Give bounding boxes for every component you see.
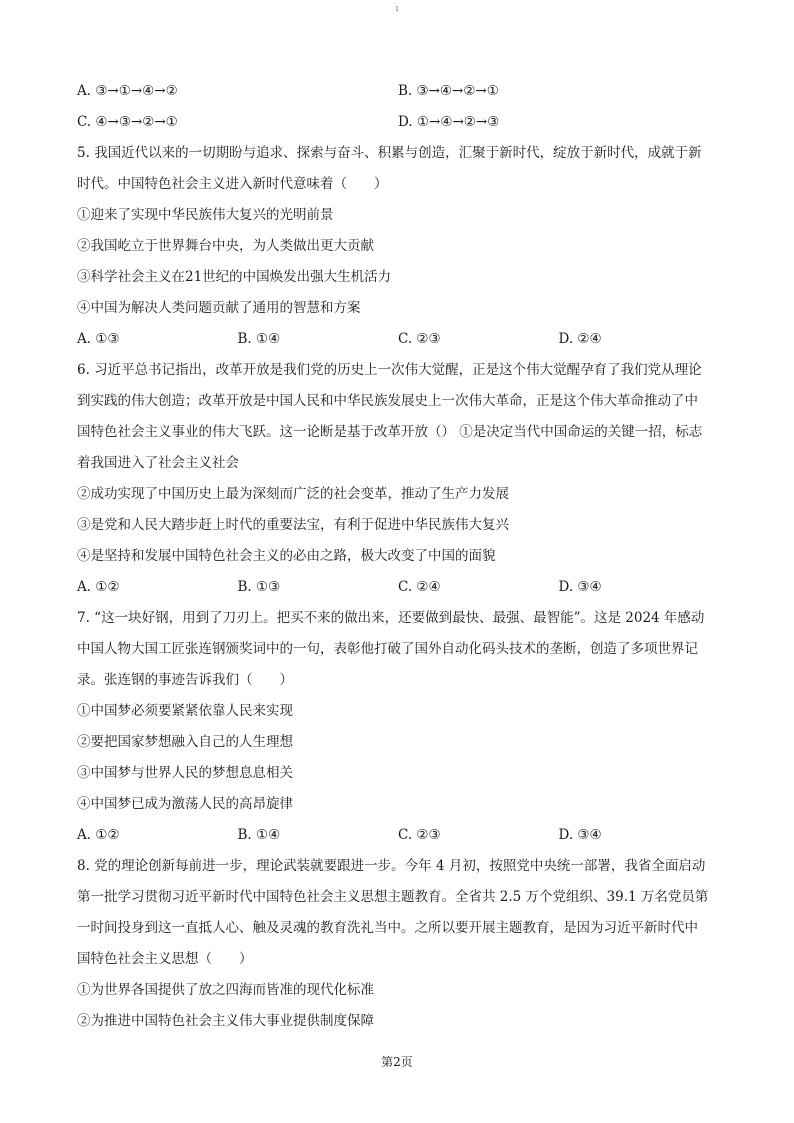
q7-option-a: A. ①②	[77, 827, 120, 843]
q4-option-a: A. ③→①→④→②	[77, 83, 178, 99]
q6-item: ④是坚持和发展中国特色社会主义的必由之路，极大改变了中国的面貌	[77, 548, 496, 564]
q8-stem-line: 国特色社会主义思想（ ）	[77, 951, 253, 967]
q8-item: ①为世界各国提供了放之四海而皆准的现代化标准	[77, 982, 374, 998]
q5-item: ③科学社会主义在21世纪的中国焕发出强大生机活力	[77, 269, 392, 285]
q8-stem-line: 8. 党的理论创新每前进一步，理论武装就要跟进一步。今年 4 月初，按照党中央统一部署，我省全面启动	[77, 858, 706, 874]
q7-stem-line: 中国人物大国工匠张连钢颁奖词中的一句，表彰他打破了国外自动化码头技术的垄断，创造了多项世界记	[77, 641, 698, 657]
q7-option-c: C. ②③	[398, 827, 441, 843]
q6-stem-line: 到实践的伟大创造；改革开放是中国人民和中华民族发展史上一次伟大革命，正是这个伟大革命推动了中	[77, 393, 698, 409]
q7-stem-line: 7. “这一块好钢，用到了刀刃上。把买不来的做出来，还要做到最快、最强、最智能”。这是 2024 年感动	[77, 610, 705, 626]
q8-stem-line: 一时间投身到这一直抵人心、触及灵魂的教育洗礼当中。之所以要开展主题教育，是因为习近平新时代中	[77, 920, 698, 936]
q4-options-row-1	[77, 80, 719, 111]
q7-item: ④中国梦已成为激荡人民的高昂旋律	[77, 796, 293, 812]
q6-stem-line: 着我国进入了社会主义社会	[77, 455, 239, 471]
q8-stem-line: 第一批学习贯彻习近平新时代中国特色社会主义思想主题教育。全省共 2.5 万个党组织、39.1 万名党员第	[77, 889, 709, 905]
page-number: 第2页	[381, 1055, 413, 1069]
q6-item: ②成功实现了中国历史上最为深刻而广泛的社会变革，推动了生产力发展	[77, 486, 509, 502]
q4-options-row-2	[77, 111, 719, 142]
q5-item: ①迎来了实现中华民族伟大复兴的光明前景	[77, 207, 334, 223]
q6-item: ③是党和人民大踏步赶上时代的重要法宝，有利于促进中华民族伟大复兴	[77, 517, 509, 533]
q5-option-a: A. ①③	[77, 331, 120, 347]
q6-option-b: B. ①③	[237, 579, 281, 595]
q6-option-d: D. ③④	[558, 579, 602, 595]
q7-item: ②要把国家梦想融入自己的人生理想	[77, 734, 293, 750]
q5-option-b: B. ①④	[237, 331, 281, 347]
q6-options	[77, 576, 719, 607]
q5-stem-line: 时代。中国特色社会主义进入新时代意味着（ ）	[77, 176, 388, 192]
q5-option-d: D. ②④	[558, 331, 602, 347]
q7-options	[77, 824, 719, 855]
q7-item: ①中国梦必须要紧紧依靠人民来实现	[77, 703, 293, 719]
q7-option-b: B. ①④	[237, 827, 281, 843]
q5-option-c: C. ②③	[398, 331, 441, 347]
q6-stem-line: 国特色社会主义事业的伟大飞跃。这一论断是基于改革开放（） ①是决定当代中国命运的关键一招，标志	[77, 424, 703, 440]
q6-option-a: A. ①②	[77, 579, 120, 595]
document-body	[77, 80, 719, 1041]
q6-option-c: C. ②④	[398, 579, 441, 595]
q5-stem-line: 5. 我国近代以来的一切期盼与追求、探索与奋斗、积累与创造，汇聚于新时代，绽放于新时代，成就于新	[77, 145, 702, 161]
q7-option-d: D. ③④	[558, 827, 602, 843]
q5-options	[77, 328, 719, 359]
page-header-mark: 1	[395, 6, 399, 13]
q8-item: ②为推进中国特色社会主义伟大事业提供制度保障	[77, 1013, 374, 1029]
q6-stem-line: 6. 习近平总书记指出，改革开放是我们党的历史上一次伟大觉醒，正是这个伟大觉醒孕育了我们党从理论	[77, 362, 702, 378]
q7-stem-line: 录。张连钢的事迹告诉我们（ ）	[77, 672, 293, 688]
q5-item: ④中国为解决人类问题贡献了通用的智慧和方案	[77, 300, 361, 316]
q4-option-d: D. ①→④→②→③	[398, 114, 500, 130]
q4-option-c: C. ④→③→②→①	[77, 114, 178, 130]
q7-item: ③中国梦与世界人民的梦想息息相关	[77, 765, 293, 781]
q5-item: ②我国屹立于世界舞台中央，为人类做出更大贡献	[77, 238, 374, 254]
q4-option-b: B. ③→④→②→①	[398, 83, 499, 99]
